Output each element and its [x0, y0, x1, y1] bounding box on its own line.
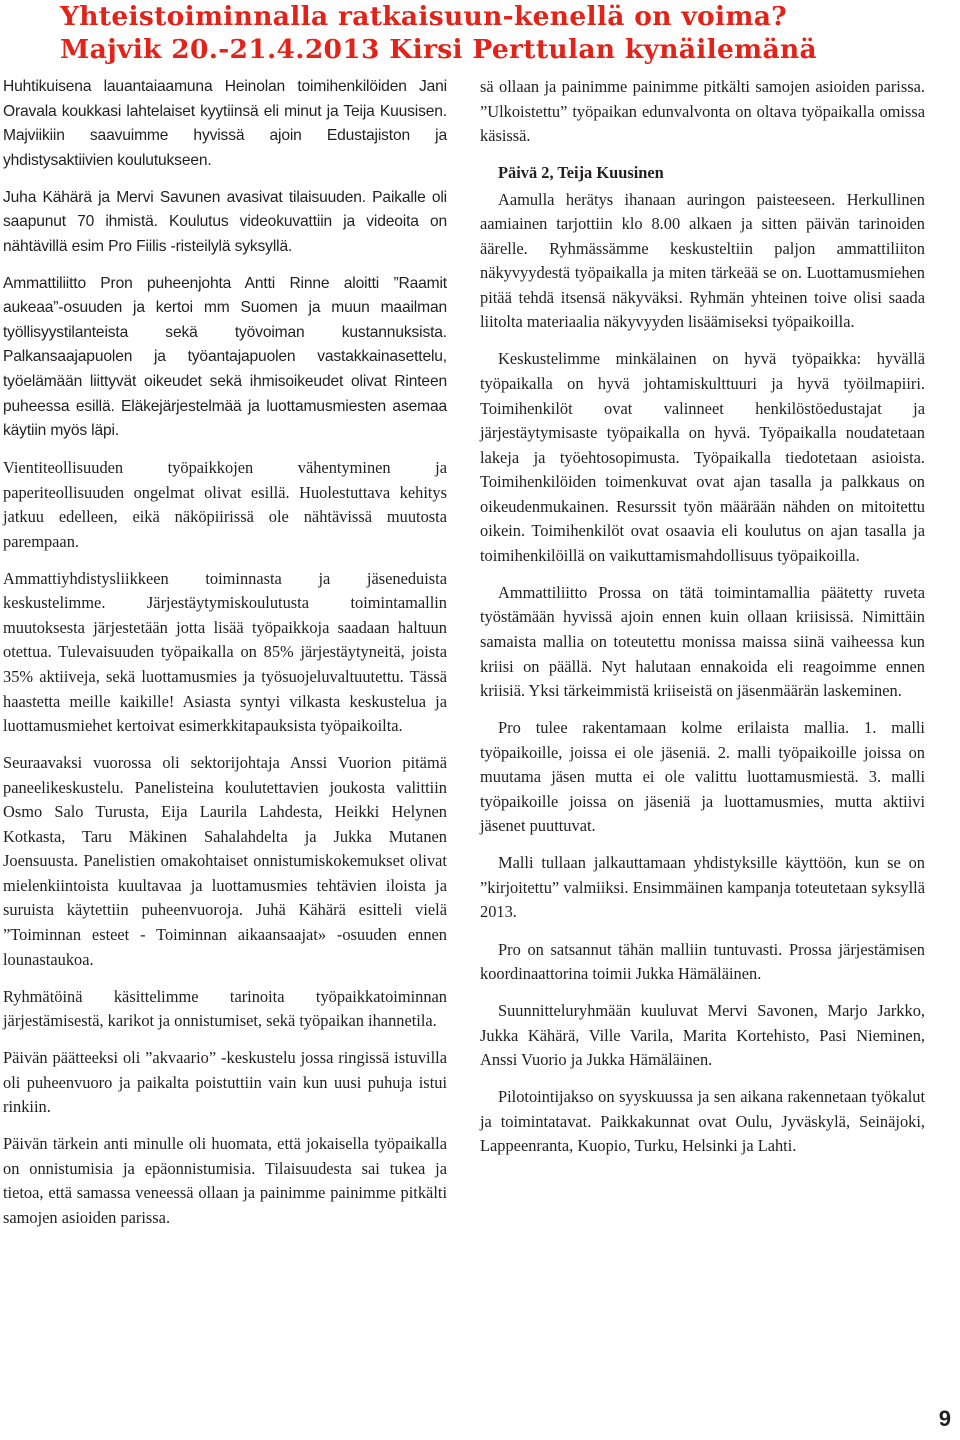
- paragraph-panel: Seuraavaksi vuorossa oli sektorijohtaja Anssi Vuorion pitämä paneelikeskustelu. Panelisteina koulutettavien joukosta valittiin Osmo Salo Turusta, Eija Laurila Lahdesta, Heikki Helynen Kotkasta, Taru Mäkinen Sahalahdelta ja Jukka Mutanen Joensuusta. Panelistien omakohtaiset onnistumiskokemukset olivat mielenkiintoista kuultavaa ja luottamusmies tehtävien iloista ja suruista käytettiin puheenvuoroja. Juhä Kähärä esitteli vielä ”Toiminnan esteet - Toiminnan aikaansaajat» -osuuden ennen lounastaukoa.: [3, 753, 447, 969]
- paragraph-intro: Huhtikuisena lauantaiaamuna Heinolan toimihenkilöiden Jani Oravala koukkasi lahtelaiset kyytiinsä eli minut ja Teija Kuusisen. Majviikiin saavuimme hyvissä ajoin Edustajiston ja yhdistysaktiivien koulutukseen.: [3, 78, 447, 169]
- paragraph-pilot: Pilotointijakso on syyskuussa ja sen aikana rakennetaan työkalut ja toimintatavat. Paikkakunnat ovat Oulu, Jyväskylä, Seinäjoki, Lappeenranta, Kuopio, Turku, Helsinki ja Lahti.: [480, 1087, 925, 1156]
- paragraph-morning: Aamulla herätys ihanaan auringon paisteeseen. Herkullinen aamiainen tarjottiin klo 8.00 alkaen ja sitten päivän tarinoiden äärelle. Ryhmässämme keskusteltiin paljon ammattiliiton näkyvyydestä työpaikalla ja miten tärkeää se on. Luottamusmiehen pitää tehdä itsensä näkyväksi. Ryhmän yhteinen toive olisi saada liitolta materiaalia näkyvyyden lisäämiseksi työpaikoilla.: [480, 189, 925, 332]
- paragraph-good-workplace: Keskustelimme minkälainen on hyvä työpaikka: hyvällä työpaikalla on hyvä johtamiskulttuuri ja hyvä työilmapiiri. Toimihenkilöt ovat valinneet henkilöstöedustajat ja järjestäytymisaste työpaikalla on hyvä. Työpaikalla noudatetaan lakeja ja työehtosopimusta. Työpaikalla tiedotetaan asioista. Toimihenkilöiden toimenkuvat ovat ajan tasalla ja palkkaus on oikeudenmukainen. Resurssit työn määrään nähden on mitoitettu oikein. Toimihenkilöt ovat osaavia eli koulutus on ajan tasalla ja toimihenkilöillä on vaikuttamismahdollisuus työpaikoilla.: [480, 349, 925, 565]
- title-line-2: Majvik 20.-21.4.2013 Kirsi Perttulan kynäilemänä: [60, 34, 818, 65]
- title-line-1: Yhteistoiminnalla ratkaisuun-kenellä on voima?: [60, 1, 788, 32]
- paragraph-planning-group: Suunnitteluryhmään kuuluvat Mervi Savonen, Marjo Jarkko, Jukka Kähärä, Ville Varila, Marita Kortehisto, Pasi Nieminen, Anssi Vuorio ja Jukka Hämäläinen.: [480, 1001, 925, 1070]
- paragraph-export-industry: Vientiteollisuuden työpaikkojen vähentyminen ja paperiteollisuuden ongelmat olivat esillä. Huolestuttava kehitys jatkuu edelleen, eikä näköpiirissä ole nähtävissä muutosta parempaan.: [3, 458, 447, 551]
- paragraph-group-work: Ryhmätöinä käsittelimme tarinoita työpaikkatoiminnan järjestämisestä, karikot ja onnistumiset, sekä työpaikan ihannetila.: [3, 986, 447, 1031]
- paragraph-rinne: Ammattiliitto Pron puheenjohta Antti Rinne aloitti ”Raamit aukeaa”-osuuden ja kertoi mm Suomen ja muun maailman työllisyystilanteista sekä työvoiman kustannuksista. Palkansaajapuolen ja työantajapuolen vastakkainasettelu, työelämään liittyvät oikeudet sekä ihmisoikeudet olivat Rinteen puheessa esillä. Eläkejärjestelmää ja luottamusmiesten asemaa käytiin myös läpi.: [3, 274, 447, 440]
- paragraph-opening: Juha Kähärä ja Mervi Savunen avasivat tilaisuuden. Paikalle oli saapunut 70 ihmistä. Koulutus videokuvattiin ja videoita on nähtävillä esim Pro Fiilis -risteilylä syksyllä.: [3, 188, 447, 255]
- day-two-heading: Päivä 2, Teija Kuusinen: [498, 163, 664, 183]
- left-column: [3, 75, 447, 1243]
- page-number: 9: [938, 1406, 951, 1431]
- article-title: [60, 0, 940, 66]
- right-column: [480, 75, 925, 1171]
- paragraph-investment: Pro on satsannut tähän malliin tuntuvasti. Prossa järjestämisen koordinaattorina toimii Jukka Hämäläinen.: [480, 939, 925, 984]
- paragraph-aquarium: Päivän päätteeksi oli ”akvaario” -keskustelu jossa ringissä istuvilla oli puheenvuoro ja paikalta poistuttiin vain kun uusi puhuja istui rinkiin.: [3, 1048, 447, 1117]
- paragraph-pro-model: Ammattiliitto Prossa on tätä toimintamallia päätetty ruveta työstämään hyvissä ajoin ennen kuin ollaan kriisissä. Nimittäin samaista mallia on toteutettu monissa maissa siinä vaiheessa kun kriisi on päällä. Nyt halutaan ennakoida eli reagoimme ennen kriisiä. Yksi tärkeimmistä kriiseistä on jäsenmäärän laskeminen.: [480, 582, 925, 701]
- paragraph-continuation: sä ollaan ja painimme painimme pitkälti samojen asioiden parissa. ”Ulkoistettu” työpaikan edunvalvonta on oltava työpaikalla omissa käsissä.: [480, 77, 925, 146]
- paragraph-union-activity: Ammattiyhdistysliikkeen toiminnasta ja jäseneduista keskustelimme. Järjestäytymiskoulutusta toimintamallin muutoksesta järjestetään jotta lisää työpaikkoja saadaan haltuun otettua. Tulevaisuuden työpaikalla on 85% järjestäytyneitä, joista 35% aktiiveja, sekä luottamusmies ja työsuojeluvaltuutettu. Tässä haastetta meille kaikille! Asiasta syntyi vilkasta keskustelua ja luottamusmiehet kertoivat esimerkkitapauksista työpaikoilta.: [3, 568, 447, 736]
- paragraph-takeaway: Päivän tärkein anti minulle oli huomata, että jokaisella työpaikalla on onnistumisia ja epäonnistumisia. Tilaisuudesta sai tukea ja tietoa, että samassa veneessä ollaan ja painimme painimme pitkälti samojen asioiden parissa.: [3, 1134, 447, 1227]
- paragraph-rollout: Malli tullaan jalkauttamaan yhdistyksille käyttöön, kun se on ”kirjoitettu” valmiiksi. Ensimmäinen kampanja toteutetaan syksyllä 2013.: [480, 853, 925, 922]
- paragraph-three-models: Pro tulee rakentamaan kolme erilaista mallia. 1. malli työpaikoille, joissa ei ole jäseniä. 2. malli työpaikoille joissa on muutama jäsen mutta ei ole valittu luottamusmiestä. 3. malli työpaikoille joissa on jäseniä ja luottamusmies, mutta aktiivi jäsenet puuttuvat.: [480, 718, 925, 836]
